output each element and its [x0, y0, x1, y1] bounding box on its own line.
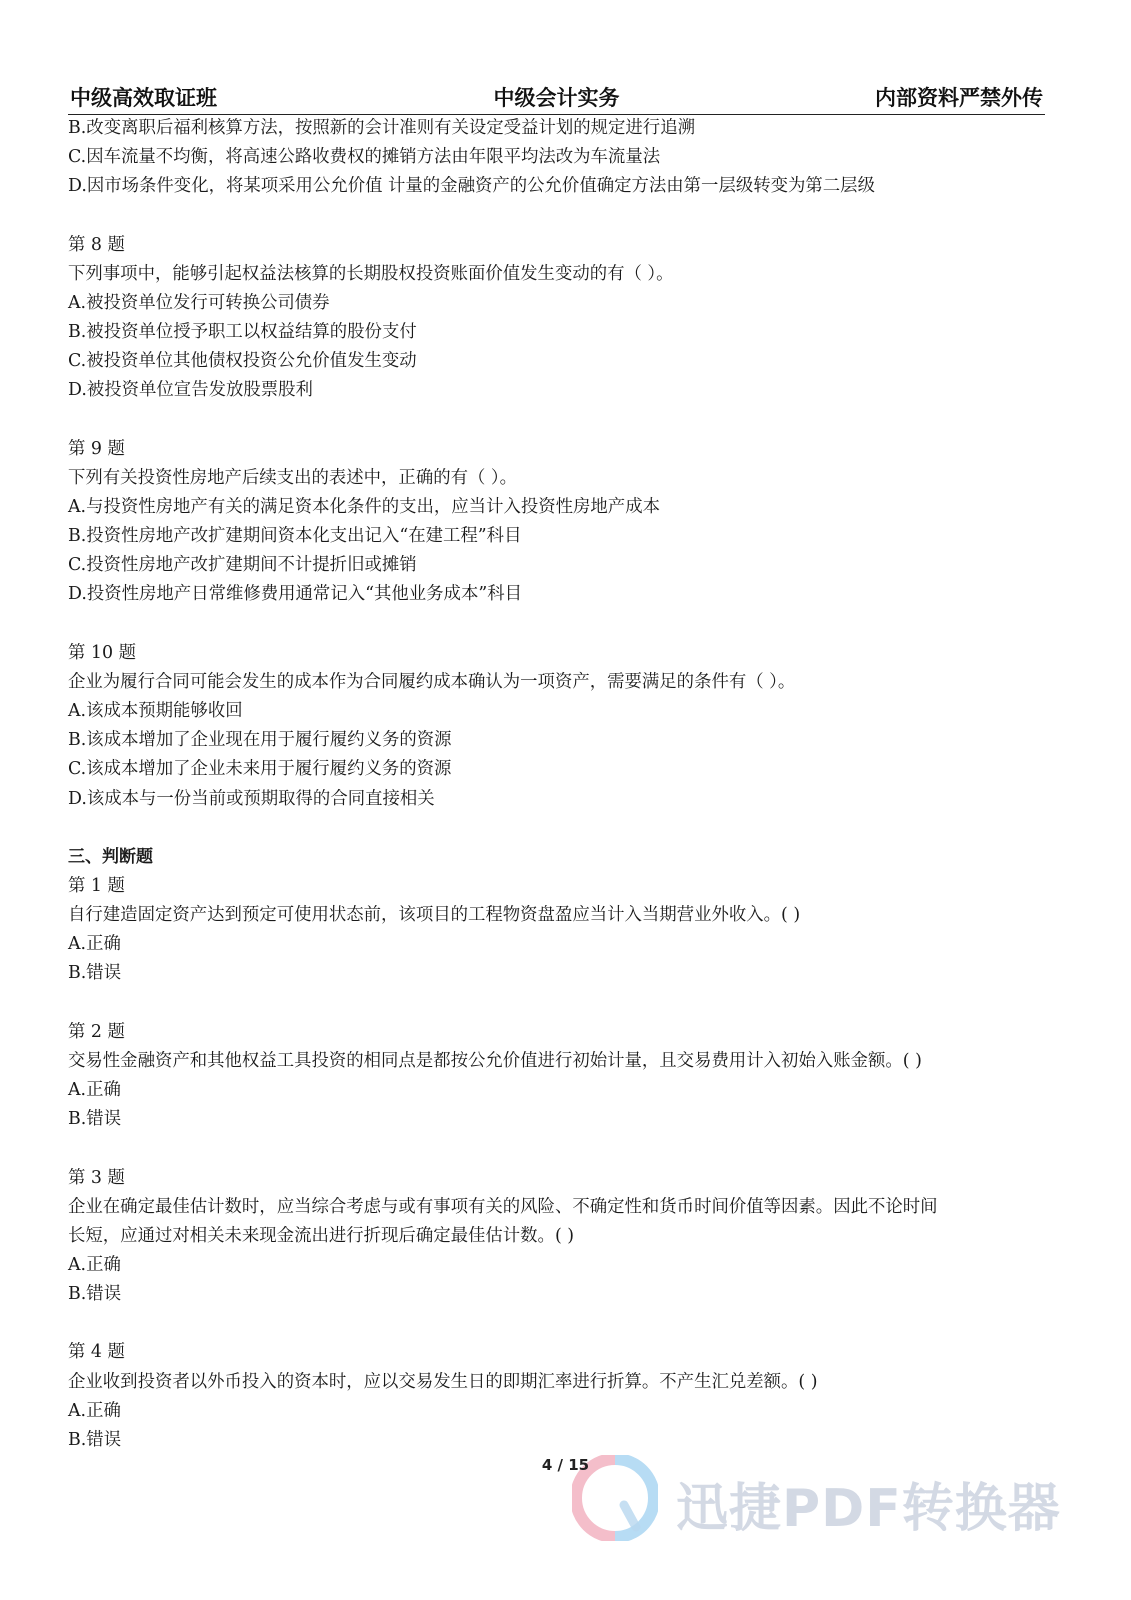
- option-line: D.该成本与一份当前或预期取得的合同直接相关: [68, 788, 435, 809]
- option-line: B.投资性房地产改扩建期间资本化支出记入“在建工程”科目: [68, 526, 522, 547]
- option-line: C.投资性房地产改扩建期间不计提折旧或摊销: [68, 555, 417, 576]
- question-number: 第 2 题: [68, 1021, 125, 1042]
- question-number: 第 1 题: [68, 876, 125, 896]
- question-number: 第 3 题: [68, 1167, 125, 1188]
- question-text: 下列有关投资性房地产后续支出的表述中，正确的有（ ）。: [68, 467, 517, 488]
- option-line: A.与投资性房地产有关的满足资本化条件的支出，应当计入投资性房地产成本: [68, 497, 660, 517]
- question-text: 企业收到投资者以外币投入的资本时，应以交易发生日的即期汇率进行折算。不产生汇兑差额。( ): [68, 1371, 818, 1392]
- question-text: 长短，应通过对相关未来现金流出进行折现后确定最佳估计数。( ): [68, 1225, 575, 1246]
- question-number: 第 8 题: [68, 234, 125, 255]
- question-text: 交易性金融资产和其他权益工具投资的相同点是都按公允价值进行初始计量，且交易费用计入初始入账金额。( ): [68, 1050, 922, 1071]
- option-line: B.被投资单位授予职工以权益结算的股份支付: [68, 322, 417, 343]
- question-number: 第 4 题: [68, 1342, 125, 1363]
- option-line: A.正确: [68, 934, 121, 955]
- option-line: B.改变离职后福利核算方法，按照新的会计准则有关设定受益计划的规定进行追溯: [68, 118, 695, 138]
- question-number: 第 10 题: [68, 642, 136, 663]
- option-line: B.错误: [68, 1284, 122, 1305]
- question-text: 企业为履行合同可能会发生的成本作为合同履约成本确认为一项资产，需要满足的条件有（ ）。: [68, 671, 796, 692]
- option-line: A.该成本预期能够收回: [68, 701, 243, 722]
- option-line: D.因市场条件变化，将某项采用公允价值 计量的金融资产的公允价值确定方法由第一层级转变为第二层级: [68, 176, 875, 197]
- question-text: 自行建造固定资产达到预定可使用状态前，该项目的工程物资盘盈应当计入当期营业外收入。( ): [68, 905, 801, 926]
- section-title: 三、判断题: [68, 846, 153, 867]
- header-subject: 中级会计实务: [493, 86, 620, 110]
- option-line: D.被投资单位宣告发放股票股利: [68, 380, 313, 401]
- option-line: C.被投资单位其他债权投资公允价值发生变动: [68, 351, 417, 372]
- watermark-text: 迅捷PDF转换器: [676, 1479, 1061, 1539]
- option-line: C.因车流量不均衡，将高速公路收费权的摊销方法由年限平均法改为车流量法: [68, 147, 661, 168]
- question-text: 下列事项中，能够引起权益法核算的长期股权投资账面价值发生变动的有（ ）。: [68, 263, 674, 284]
- option-line: A.正确: [68, 1400, 121, 1421]
- page-content: [68, 114, 1048, 1455]
- option-line: A.被投资单位发行可转换公司债券: [68, 292, 330, 313]
- page-number: 4 / 15: [541, 1456, 590, 1474]
- question-number: 第 9 题: [68, 438, 125, 459]
- option-line: B.该成本增加了企业现在用于履行履约义务的资源: [68, 730, 452, 751]
- question-text: 企业在确定最佳估计数时，应当综合考虑与或有事项有关的风险、不确定性和货币时间价值等因素。因此不论时间: [68, 1196, 938, 1217]
- page-header: [68, 80, 1045, 115]
- header-confidential-notice: 内部资料严禁外传: [875, 86, 1043, 110]
- option-line: C.该成本增加了企业未来用于履行履约义务的资源: [68, 759, 452, 780]
- option-line: D.投资性房地产日常维修费用通常记入“其他业务成本”科目: [68, 584, 523, 605]
- option-line: B.错误: [68, 1109, 122, 1130]
- option-line: B.错误: [68, 963, 122, 984]
- option-line: B.错误: [68, 1429, 122, 1450]
- option-line: A.正确: [68, 1255, 121, 1275]
- header-course-name: 中级高效取证班: [70, 86, 217, 110]
- option-line: A.正确: [68, 1080, 121, 1101]
